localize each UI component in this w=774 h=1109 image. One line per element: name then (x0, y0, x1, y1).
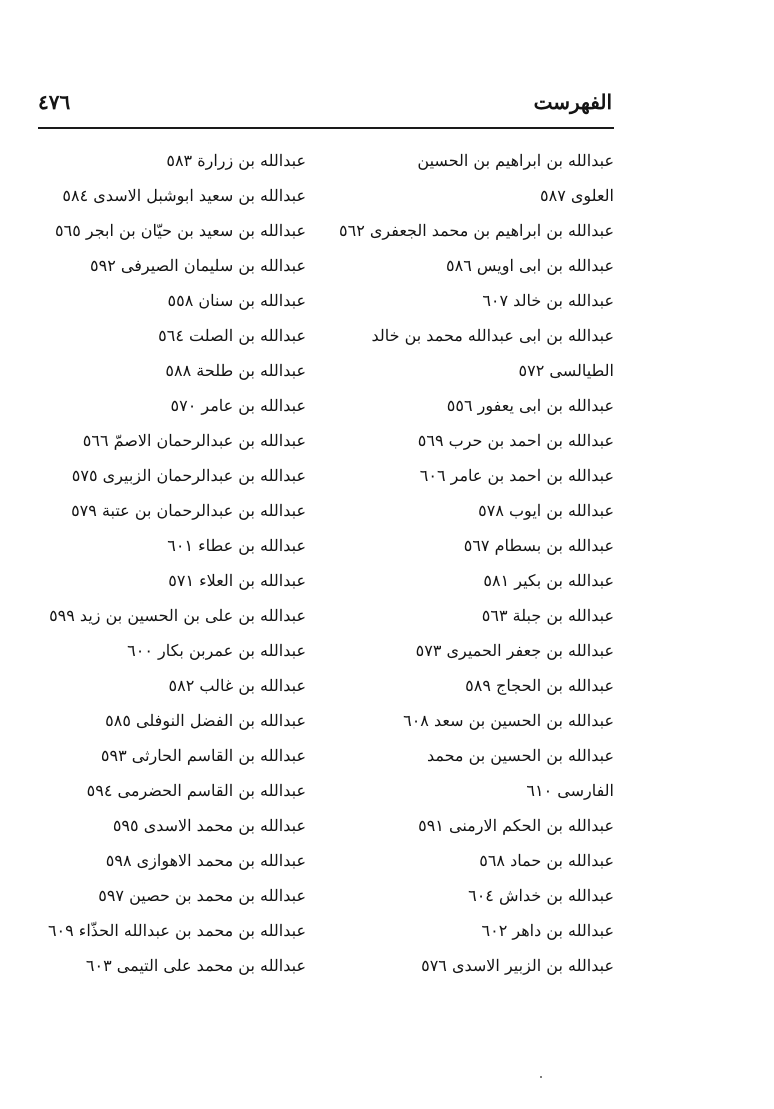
index-entry: عبدالله بن عمربن بكار ٦٠٠ (127, 641, 306, 660)
index-entry: عبدالله بن الصلت ٥٦٤ (158, 326, 306, 345)
index-entry: عبدالله بن عبدالرحمان بن عتبة ٥٧٩ (71, 501, 306, 520)
header-rule (38, 127, 614, 129)
index-entry: عبدالله بن احمد بن حرب ٥٦٩ (417, 431, 614, 450)
index-entry: عبدالله بن عطاء ٦٠١ (167, 536, 306, 555)
index-entry: عبدالله بن احمد بن عامر ٦٠٦ (419, 466, 614, 485)
index-entry: عبدالله بن بسطام ٥٦٧ (463, 536, 614, 555)
index-entry: عبدالله بن بكير ٥٨١ (483, 571, 614, 590)
index-entry: عبدالله بن جبلة ٥٦٣ (481, 606, 614, 625)
index-entry: عبدالله بن سعيد بن حيّان بن ابجر ٥٦٥ (55, 221, 306, 240)
index-entry: عبدالله بن داهر ٦٠٢ (481, 921, 614, 940)
page-number: ٤٧٦ (38, 90, 71, 114)
index-entry: عبدالله بن زرارة ٥٨٣ (166, 151, 306, 170)
index-entry: عبدالله بن محمد الاهوازى ٥٩٨ (105, 851, 306, 870)
index-entry: عبدالله بن العلاء ٥٧١ (168, 571, 306, 590)
page-header (38, 88, 612, 124)
index-entry: عبدالله بن ايوب ٥٧٨ (478, 501, 614, 520)
index-column-left (38, 143, 306, 983)
index-entry: عبدالله بن محمد الاسدى ٥٩٥ (112, 816, 306, 835)
index-entry: عبدالله بن القاسم الحضرمى ٥٩٤ (86, 781, 306, 800)
index-column-right (339, 143, 614, 983)
index-entry: عبدالله بن خالد ٦٠٧ (482, 291, 614, 310)
index-entry: عبدالله بن عامر ٥٧٠ (170, 396, 306, 415)
index-entry: الفارسى ٦١٠ (526, 781, 614, 800)
index-entry: العلوى ٥٨٧ (540, 186, 614, 205)
index-entry: عبدالله بن ابراهيم بن محمد الجعفرى ٥٦٢ (339, 221, 614, 240)
index-entry: عبدالله بن الحسين بن محمد (426, 746, 614, 765)
index-entry: عبدالله بن القاسم الحارثى ٥٩٣ (100, 746, 306, 765)
index-entry: عبدالله بن طلحة ٥٨٨ (165, 361, 306, 380)
index-entry: عبدالله بن الحكم الارمنى ٥٩١ (418, 816, 614, 835)
index-entry: عبدالله بن جعفر الحميرى ٥٧٣ (415, 641, 614, 660)
index-entry: عبدالله بن ابى اويس ٥٨٦ (446, 256, 614, 275)
index-entry: عبدالله بن محمد بن حصين ٥٩٧ (98, 886, 306, 905)
index-entry: عبدالله بن سعيد ابوشبل الاسدى ٥٨٤ (62, 186, 306, 205)
index-entry: عبدالله بن غالب ٥٨٢ (168, 676, 306, 695)
index-entry: عبدالله بن سنان ٥٥٨ (167, 291, 306, 310)
index-entry: عبدالله بن خداش ٦٠٤ (468, 886, 614, 905)
index-entry: عبدالله بن محمد بن عبدالله الحذّاء ٦٠٩ (47, 921, 306, 940)
index-entry: عبدالله بن الحجاج ٥٨٩ (465, 676, 614, 695)
index-entry: عبدالله بن حماد ٥٦٨ (479, 851, 614, 870)
index-entry: عبدالله بن الزبير الاسدى ٥٧٦ (421, 956, 614, 975)
index-entry: الطيالسى ٥٧٢ (518, 361, 614, 380)
index-entry: عبدالله بن ابى عبدالله محمد بن خالد (371, 326, 614, 345)
index-entry: عبدالله بن سليمان الصيرفى ٥٩٢ (90, 256, 306, 275)
index-entry: عبدالله بن عبدالرحمان الاصمّ ٥٦٦ (82, 431, 306, 450)
index-entry: عبدالله بن الحسين بن سعد ٦٠٨ (403, 711, 614, 730)
index-entry: عبدالله بن الفضل النوفلى ٥٨٥ (105, 711, 306, 730)
index-entry: عبدالله بن على بن الحسين بن زيد ٥٩٩ (49, 606, 306, 625)
page-speck (540, 1076, 542, 1078)
index-entry: عبدالله بن محمد على التيمى ٦٠٣ (85, 956, 306, 975)
index-entry: عبدالله بن ابراهيم بن الحسين (417, 151, 614, 170)
index-entry: عبدالله بن عبدالرحمان الزبيرى ٥٧٥ (71, 466, 306, 485)
index-entry: عبدالله بن ابى يعفور ٥٥٦ (446, 396, 614, 415)
page-title: الفهرست (533, 90, 612, 114)
